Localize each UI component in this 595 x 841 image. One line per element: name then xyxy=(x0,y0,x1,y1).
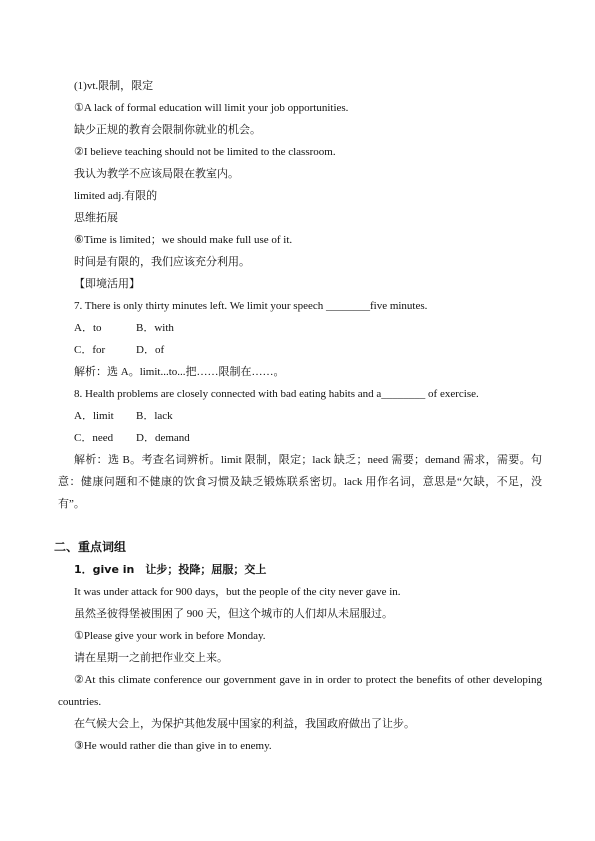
question-8-analysis: 解析：选 B。考查名词辨析。limit 限制，限定；lack 缺乏；need 需要；demand 需求，需要。句意：健康问题和不健康的饮食习惯及缺乏锻炼联系密切。lack 用作名词，意思是“欠缺，不足，没有”。 xyxy=(58,454,542,510)
question-8-options-row xyxy=(74,409,173,423)
option: C．for xyxy=(74,344,106,356)
question-7-stem: 7. There is only thirty minutes left. We limit your speech ________five minutes. xyxy=(74,300,428,312)
example-sentence: ②At this climate conference our government gave in in order to protect the benefits of other developing countries. xyxy=(58,674,542,708)
example-translation: 虽然圣彼得堡被围困了 900 天，但这个城市的人们却从未屈服过。 xyxy=(74,608,393,620)
subheading-extension: 思维拓展 xyxy=(74,212,118,224)
question-7-options-row xyxy=(74,343,164,357)
example-translation: 我认为教学不应该局限在教室内。 xyxy=(74,168,239,180)
subheading-practice: 【即境活用】 xyxy=(74,278,140,290)
example-sentence: ①Please give your work in before Monday. xyxy=(74,630,266,642)
question-7-analysis: 解析：选 A。limit...to...把……限制在……。 xyxy=(74,366,285,378)
example-translation: 时间是有限的，我们应该充分利用。 xyxy=(74,256,250,268)
option: C．need xyxy=(74,432,114,444)
example-sentence: It was under attack for 900 days，but the people of the city never gave in. xyxy=(74,586,401,598)
option: D．of xyxy=(136,344,165,356)
option: A．to xyxy=(74,322,102,334)
example-translation: 在气候大会上，为保护其他发展中国家的利益，我国政府做出了让步。 xyxy=(74,718,415,730)
option: D．demand xyxy=(136,432,190,444)
derivative-line: limited adj.有限的 xyxy=(74,190,158,202)
option: B．with xyxy=(136,322,174,334)
phrase-title: 1．give in 让步；投降；屈服；交上 xyxy=(74,563,267,576)
option: A．limit xyxy=(74,410,114,422)
question-7-options-row xyxy=(74,321,174,335)
example-translation: 缺少正规的教育会限制你就业的机会。 xyxy=(74,124,261,136)
example-translation: 请在星期一之前把作业交上来。 xyxy=(74,652,228,664)
definition-line: (1)vt.限制，限定 xyxy=(74,80,154,92)
section-heading: 二、重点词组 xyxy=(54,540,127,554)
question-8-options-row xyxy=(74,431,190,445)
example-sentence: ①A lack of formal education will limit your job opportunities. xyxy=(74,102,349,114)
question-8-stem: 8. Health problems are closely connected with bad eating habits and a________ of exercise. xyxy=(74,388,479,400)
example-sentence: ③He would rather die than give in to enemy. xyxy=(74,740,272,752)
example-sentence: ②I believe teaching should not be limited to the classroom. xyxy=(74,146,336,158)
example-sentence: ⑥Time is limited；we should make full use of it. xyxy=(74,234,293,246)
option: B．lack xyxy=(136,410,173,422)
